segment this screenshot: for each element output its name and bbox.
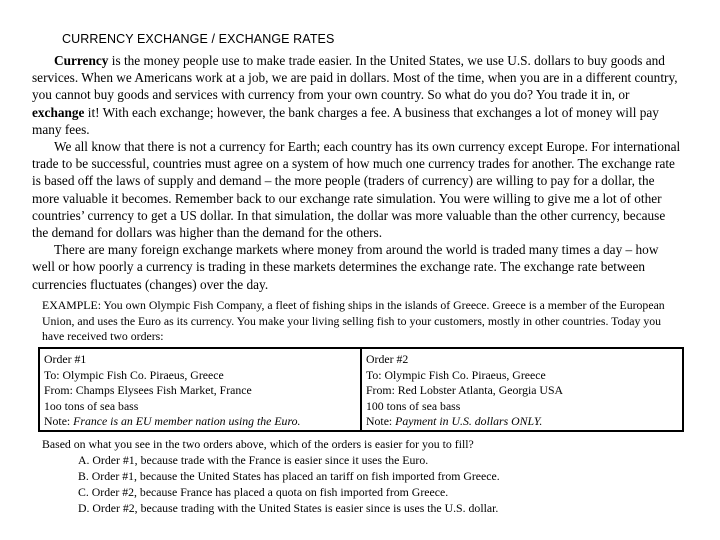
order-note-text: Payment in U.S. dollars ONLY. [395, 414, 543, 428]
paragraph-foreign-markets: There are many foreign exchange markets where money from around the world is traded many times a day – how well or how poorly a currency is trading in these markets determines the exchange rate. The exchange rate between currencies fluctuates (changes) over the day. [32, 242, 659, 292]
paragraph-exchange-rate: We all know that there is not a currency for Earth; each country has its own currency except Europe. For international trade to be successful, countries must agree on a system of how much one currency trades for another. The exchange rate is based off the laws of supply and demand – the more people (traders of currency) are willing to pay for a dollar, the more valuable it becomes. Remember back to our exchange rate simulation. You were willing to give me a lot of other countries’ currency to get a US dollar. In that simulation, the dollar was more valuable than the other currency, because the demand for dollars was higher than the demand for the others. [32, 139, 681, 241]
order-note [44, 414, 356, 430]
order-to: To: Olympic Fish Co. Piraeus, Greece [44, 367, 224, 382]
question-prompt: Based on what you see in the two orders above, which of the orders is easier for you to fill? [42, 437, 474, 451]
answer-option-c[interactable]: C. Order #2, because France has placed a quota on fish imported from Greece. [78, 484, 449, 499]
question-block [42, 437, 682, 517]
page-heading: CURRENCY EXCHANGE / EXCHANGE RATES [62, 32, 335, 46]
orders-table [38, 347, 684, 432]
example-scenario: EXAMPLE: You own Olympic Fish Company, a fleet of fishing ships in the islands of Greece. Greece is a member of the European Union, and uses the Euro as its currency. You make your living selling fish to your customers, mostly in other countries. Today you have received two orders: [42, 298, 665, 344]
paragraph-currency [32, 52, 684, 138]
order-1 [40, 349, 360, 430]
order-note-text: France is an EU member nation using the Euro. [73, 414, 301, 428]
order-note-label: Note: [44, 414, 74, 428]
order-from: From: Red Lobster Atlanta, Georgia USA [366, 383, 564, 397]
paragraph-text: is the money people use to make trade easier. In the United States, we use U.S. dollars to buy goods and services. When we Americans work at a job, we are paid in dollars. Most of the time, when you are in a different country, you cannot buy goods and services with currency from your own country. So what do you do? You trade it in, or [32, 53, 678, 103]
order-note-label: Note: [366, 414, 396, 428]
order-2 [360, 349, 682, 430]
order-title: Order #2 [366, 352, 409, 366]
order-title: Order #1 [44, 352, 87, 366]
answer-option-d[interactable]: D. Order #2, because trading with the United States is easier since is uses the U.S. dollar. [78, 500, 499, 515]
order-quantity: 1oo tons of sea bass [44, 398, 139, 413]
order-from: From: Champs Elysees Fish Market, France [44, 383, 252, 397]
order-to: To: Olympic Fish Co. Piraeus, Greece [366, 367, 546, 382]
answer-option-b[interactable]: B. Order #1, because the United States has placed an tariff on fish imported from Greece. [78, 468, 500, 483]
paragraph-text: it! With each exchange; however, the bank charges a fee. A business that exchanges a lot of money will pay many fees. [32, 104, 659, 137]
term-exchange: exchange [32, 104, 85, 120]
article-body [32, 52, 684, 293]
answer-option-a[interactable]: A. Order #1, because trade with the France is easier since it uses the Euro. [78, 452, 429, 467]
order-note [366, 414, 678, 430]
order-quantity: 100 tons of sea bass [366, 398, 461, 413]
term-currency: Currency [54, 53, 109, 68]
